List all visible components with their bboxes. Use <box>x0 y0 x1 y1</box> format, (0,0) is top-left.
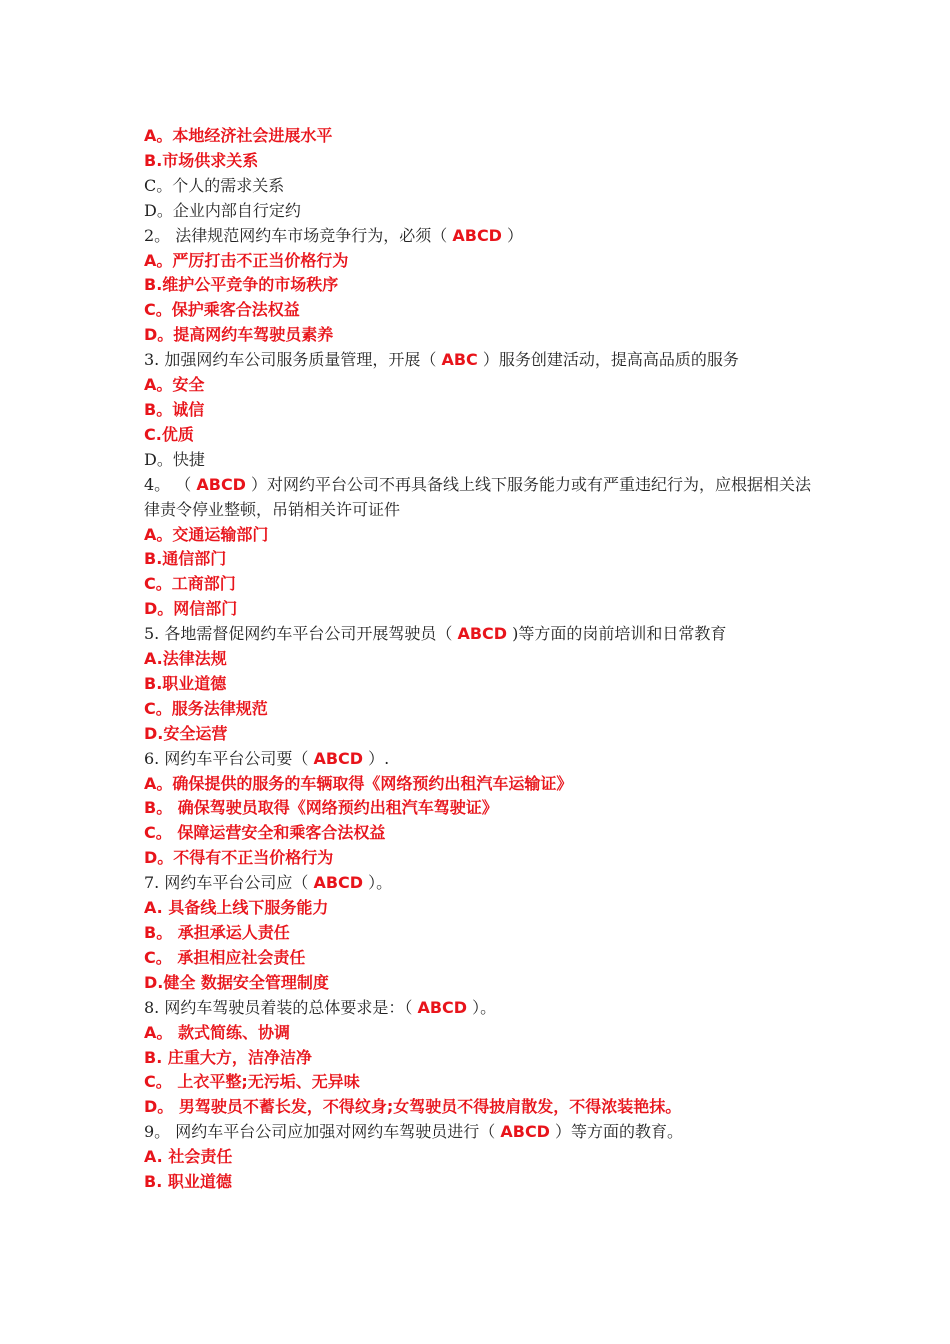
option-line: C。 承担相应社会责任 <box>144 947 306 967</box>
option-line: D。网信部门 <box>144 599 238 619</box>
question-text: ）。 <box>467 997 497 1017</box>
option-line: C。服务法律规范 <box>144 698 268 718</box>
option-line: A。确保提供的服务的车辆取得《网络预约出租汽车运输证》 <box>144 773 573 793</box>
question-text: ）等方面的教育。 <box>549 1122 684 1142</box>
question-text: ）。 <box>363 873 393 893</box>
answer-key: ABCD <box>196 474 246 494</box>
option-line: A。严厉打击不正当价格行为 <box>144 250 349 270</box>
answer-key: ABCD <box>313 873 364 893</box>
option-line: B.维护公平竞争的市场秩序 <box>144 275 339 295</box>
option-line: C.优质 <box>144 424 194 444</box>
option-line: D。不得有不正当价格行为 <box>144 848 334 868</box>
option-line: B。 确保驾驶员取得《网络预约出租汽车驾驶证》 <box>144 798 498 818</box>
option-line: B. 庄重大方，洁净洁净 <box>144 1047 312 1067</box>
option-line: B。 承担承运人责任 <box>144 923 290 942</box>
question-text: ）对网约平台公司不再具备线上线下服务能力或有严重违纪行为，应根据相关法律责令停业整顿，吊销相关许可证件 <box>144 474 812 519</box>
option-line: C。 上衣平整;无污垢、无异味 <box>144 1072 360 1092</box>
question-text: 8. 网约车驾驶员着装的总体要求是：（ <box>144 997 418 1017</box>
question-text: 6. 网约车平台公司要（ <box>144 748 314 768</box>
question-text: 9。 网约车平台公司应加强对网约车驾驶员进行（ <box>144 1122 501 1142</box>
option-line: A。本地经济社会进展水平 <box>144 126 333 145</box>
option-line: C。 保障运营安全和乘客合法权益 <box>144 823 386 843</box>
option-line: D。企业内部自行定约 <box>144 200 301 220</box>
option-line: A. 社会责任 <box>144 1147 233 1167</box>
option-line: D。快捷 <box>144 449 205 469</box>
question-3 <box>144 348 814 373</box>
answer-key: ABCD <box>452 225 502 245</box>
option-line: C。保护乘客合法权益 <box>144 300 300 320</box>
option-line: B.市场供求关系 <box>144 150 259 170</box>
question-text: 7. 网约车平台公司应（ <box>144 873 314 893</box>
question-9 <box>144 1120 814 1145</box>
question-text: ）. <box>363 748 390 768</box>
option-line: A。交通运输部门 <box>144 524 269 544</box>
option-line: A。安全 <box>144 375 205 395</box>
question-6 <box>144 747 814 772</box>
answer-key: ABCD <box>313 748 364 768</box>
option-line: C。工商部门 <box>144 574 236 594</box>
option-line: A. 具备线上线下服务能力 <box>144 898 329 918</box>
question-text: 5. 各地需督促网约车平台公司开展驾驶员（ <box>144 624 458 644</box>
option-line: D.健全 数据安全管理制度 <box>144 972 329 992</box>
option-line: B。诚信 <box>144 399 205 419</box>
question-text: ） <box>501 225 524 245</box>
document-body <box>144 124 814 1195</box>
question-text: 3. 加强网约车公司服务质量管理，开展（ <box>144 350 442 370</box>
question-text: ）服务创建活动，提高高品质的服务 <box>477 350 739 370</box>
option-line: B. 职业道德 <box>144 1172 232 1192</box>
option-line: A.法律法规 <box>144 649 227 669</box>
option-line: B.职业道德 <box>144 673 227 693</box>
option-line: D.安全运营 <box>144 723 228 743</box>
option-line: D。提高网约车驾驶员素养 <box>144 325 334 345</box>
question-text: 4。 （ <box>144 474 197 494</box>
option-line: C。个人的需求关系 <box>144 175 285 195</box>
option-line: A。 款式简练、协调 <box>144 1022 290 1042</box>
question-7 <box>144 871 814 896</box>
question-2 <box>144 224 814 249</box>
option-line: B.通信部门 <box>144 549 227 569</box>
option-line: D。 男驾驶员不蓄长发，不得纹身;女驾驶员不得披肩散发，不得浓装艳抹。 <box>144 1097 682 1117</box>
answer-key: ABCD <box>417 997 468 1017</box>
answer-key: ABC <box>441 350 478 370</box>
question-4 <box>144 473 814 523</box>
question-5 <box>144 622 814 647</box>
question-8 <box>144 996 814 1021</box>
answer-key: ABCD <box>500 1122 550 1142</box>
question-text: 2。 法律规范网约车市场竞争行为，必须（ <box>144 225 453 245</box>
answer-key: ABCD <box>457 624 508 644</box>
question-text: )等方面的岗前培训和日常教育 <box>507 624 727 644</box>
